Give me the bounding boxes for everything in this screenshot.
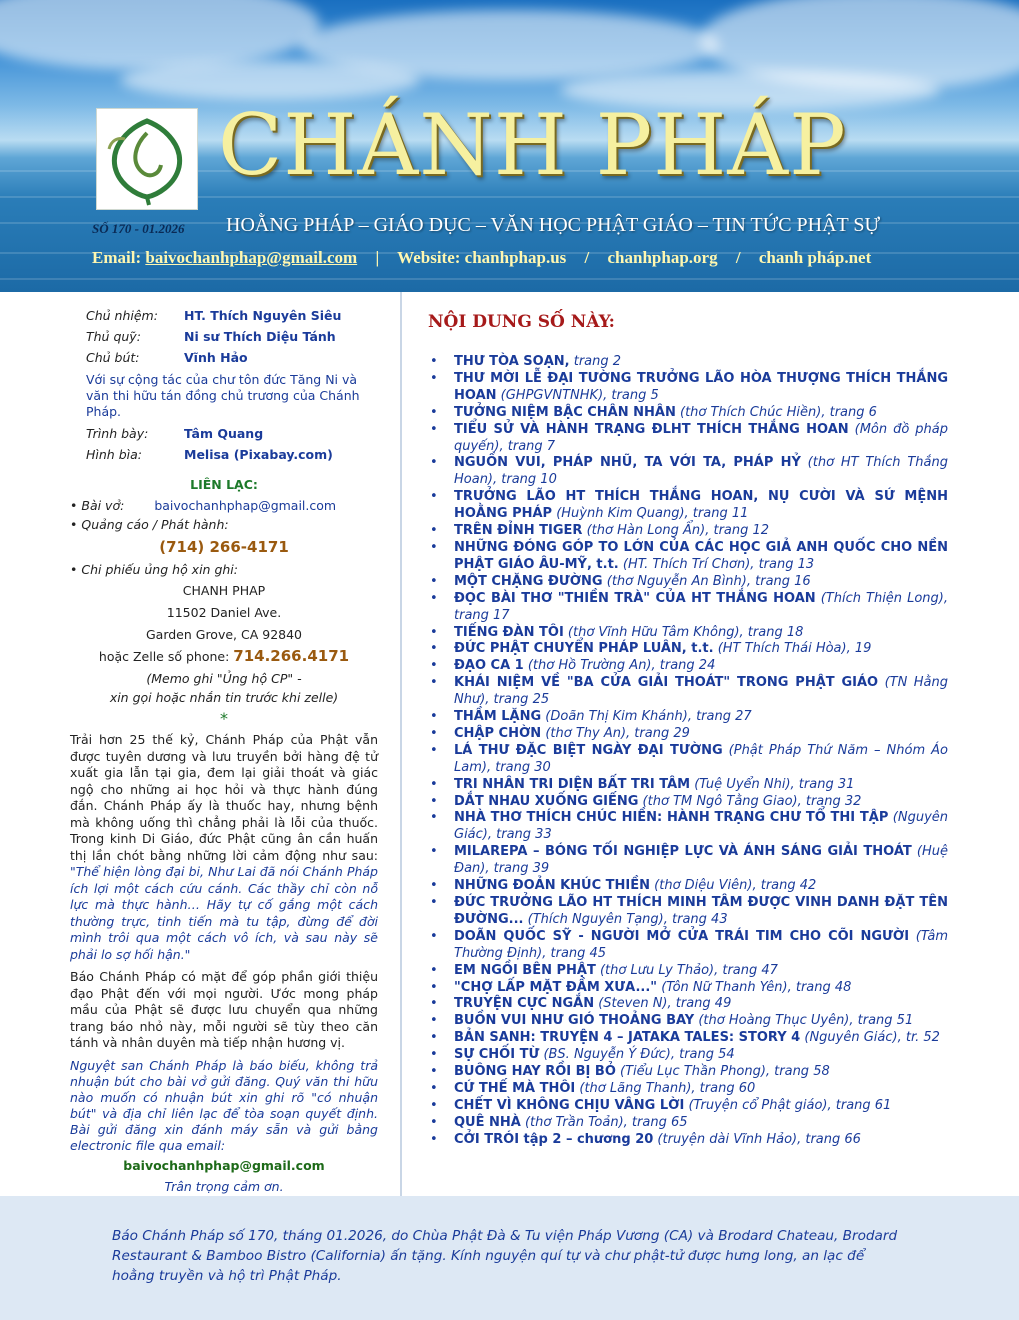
contents-item-detail: (Tuệ Uyển Nhi), trang 31 [690,776,855,792]
staff-row [86,426,378,442]
intro-quote: "Thể hiện lòng đại bi, Như Lai đã nói Chánh Pháp ích lợi một cách cứu cánh. Các thầy chỉ còn nỗ lực mà thực hành… Hãy tự cố gắng một cách thường trực, tinh tiến mà tu tập, đừng để đời mình trôi qua một cách vô ích, và sau này sẽ phải lo sợ hối hận." [70,864,378,962]
contents-item[interactable] [428,641,948,658]
contents-item-detail: (Doãn Thị Kim Khánh), trang 27 [541,709,752,725]
contents-item-detail: (Truyện cổ Phật giáo), trang 61 [684,1097,892,1113]
address-line: Garden Grove, CA 92840 [145,627,303,642]
contents-list [428,354,948,1149]
website-label: Website: [397,248,461,267]
contents-item[interactable] [428,1047,948,1064]
contents-item-title: MILAREPA – BÓNG TỐI NGHIỆP LỰC VÀ ÁNH SÁNG GIẢI THOÁT [454,844,912,860]
contents-item-title: CỞI TRÓI tập 2 – chương 20 [454,1131,654,1147]
separator: / [735,248,741,267]
contents-item-title: CHẾT VÌ KHÔNG CHỊU VÂNG LỜI [454,1097,685,1113]
contents-item-title: CHẬP CHỜN [454,725,542,741]
staff-role: Chủ bút: [86,350,140,365]
contents-item[interactable] [428,963,948,980]
intro-text: Trải hơn 25 thế kỷ, Chánh Pháp của Phật vẫn được tuyên dương và lưu truyền bởi hàng đệ tử xuất gia lẫn tại gia, đem lại giải thoát và giác ngộ cho những ai học hỏi và thực hành đúng đắn. Chánh Pháp ấy là thuốc hay, nhưng bệnh mà không uống thì chẳng phải là lỗi của thuốc. Trong kinh Di Giáo, đức Phật cũng ân cần huấn thị lần chót bằng những lời cảm động như sau: [70,732,378,863]
memo-line: (Memo ghi "Ủng hộ CP" - [146,671,302,686]
contents-column [428,312,948,1149]
contents-item[interactable] [428,980,948,997]
staff-role: Trình bày: [86,426,149,441]
contents-item-title: NHỮNG ĐÓNG GÓP TO LỚN CỦA CÁC HỌC GIẢ ANH QUỐC CHO NỀN PHẬT GIÁO ÂU-MỸ, t.t. [454,539,948,572]
memo-line: xin gọi hoặc nhắn tin trước khi zelle) [109,690,339,705]
contents-item-title: EM NGỒI BÊN PHẬT [454,962,596,978]
contents-item-title: BẢN SANH: TRUYỆN 4 – JATAKA TALES: STORY 4 [454,1030,801,1046]
contents-item-detail: (Nguyên Giác), tr. 52 [800,1030,940,1046]
contents-item-title: ĐỨC TRƯỞNG LÃO HT THÍCH MINH TÂM ĐƯỢC VINH DANH ĐẶT TÊN ĐƯỜNG... [454,895,948,927]
staff-name: Vĩnh Hảo [184,350,248,365]
intro-paragraph [70,732,378,963]
contents-item-title: DOÃN QUỐC SỸ - NGƯỜI MỞ CỬA TRÁI TIM CHO CÕI NGƯỜI [454,928,910,944]
bodhi-leaf-logo-icon [96,108,198,210]
contents-item[interactable] [428,1013,948,1030]
bai-vo-label: Bài vở: [81,498,125,513]
staff-name: Tâm Quang [184,426,264,441]
footer-text: Báo Chánh Pháp số 170, tháng 01.2026, do Chùa Phật Đà & Tu viện Pháp Vương (CA) và Brodard Chateau, Brodard Restaurant & Bamboo Bistro (California) ấn tặng. Kính nguyện quí tự và chư phật-tử được hưng long, an lạc để hoằng truyền và hộ trì Phật Pháp. [112,1228,898,1284]
contents-item-detail: (Tôn Nữ Thanh Yên), trang 48 [657,979,852,995]
contents-item-detail: (thơ Thy An), trang 29 [541,725,690,741]
zelle-line [70,647,378,666]
contents-item[interactable] [428,405,948,422]
contents-item-title: MỘT CHẶNG ĐƯỜNG [454,573,603,589]
ads-label: Quảng cáo / Phát hành: [81,517,229,532]
contents-item-title: TRI NHÂN TRI DIỆN BẤT TRI TÂM [454,776,691,792]
contents-item[interactable] [428,591,948,625]
masthead-column [70,308,378,1194]
contents-item-detail: (thơ Hồ Trường An), trang 24 [523,658,716,674]
website-link-org[interactable]: chanhphap.org [607,248,718,267]
contents-item[interactable] [428,354,948,371]
contents-item[interactable] [428,1132,948,1149]
contents-item-title: ĐỌC BÀI THƠ "THIỀN TRÀ" CỦA HT THẮNG HOAN [454,590,816,606]
contents-item-detail: (Thích Nguyên Tạng), trang 43 [523,911,728,927]
contents-item[interactable] [428,878,948,895]
staff-name: Melisa (Pixabay.com) [184,447,333,462]
contents-item-title: TRƯỞNG LÃO HT THÍCH THẮNG HOAN, NỤ CƯỜI VÀ SỨ MỆNH HOẰNG PHÁP [454,489,948,522]
star-divider: * [220,709,228,728]
contents-item-detail: (truyện dài Vĩnh Hảo), trang 66 [653,1131,861,1147]
intro-paragraph-2: Báo Chánh Pháp có mặt để góp phần giới thiệu đạo Phật đến với mọi người. Ước mong pháp mầu của Phật sẽ được lưu chuyển qua những trang báo nhỏ này, mỗi người sẽ tùy theo căn tánh và nhân duyên mà tiếp nhận hương vị. [70,969,378,1050]
address-line: 11502 Daniel Ave. [166,605,282,620]
website-link-net[interactable]: chanh pháp.net [758,248,872,267]
issue-number: SỐ 170 - 01.2026 [92,221,185,236]
contents-item-detail: (Phật Pháp Thứ Năm – Nhóm Áo Lam), trang 30 [454,742,948,775]
address-line: CHANH PHAP [182,583,266,598]
column-divider [400,292,402,1196]
staff-row [86,447,378,463]
contents-item-detail: (thơ Trần Toản), trang 65 [520,1114,688,1130]
contents-item-detail: (Thích Thiện Long), trang 17 [454,590,948,623]
bai-vo-email[interactable]: baivochanhphap@gmail.com [154,498,337,513]
contact-heading: LIÊN LẠC: [190,477,258,492]
tagline: HOẰNG PHÁP – GIÁO DỤC – VĂN HỌC PHẬT GIÁO – TIN TỨC PHẬT SỰ [226,214,881,236]
contents-item[interactable] [428,1081,948,1098]
staff-role: Hình bìa: [86,447,142,462]
contents-item[interactable] [428,895,948,929]
contents-item-detail: (thơ Vĩnh Hữu Tâm Không), trang 18 [563,624,804,640]
contents-item-title: LÁ THƯ ĐẶC BIỆT NGÀY ĐẠI TƯỜNG [454,742,723,758]
contents-item[interactable] [428,625,948,642]
contents-item-title: "CHỢ LẤP MẶT ĐẦM XƯA..." [454,979,658,995]
publication-title: CHÁNH PHÁP [218,96,847,194]
collab-note: Với sự cộng tác của chư tôn đức Tăng Ni và văn thi hữu tán đồng chủ trương của Chánh Pháp. [86,372,360,419]
staff-row [86,350,378,366]
contents-item-title: THẦM LẶNG [454,709,542,725]
header-contact-line [92,248,972,268]
contents-item[interactable] [428,794,948,811]
staff-role: Chủ nhiệm: [86,308,158,323]
thanks-line: Trân trọng cảm ơn. [164,1178,284,1194]
zelle-phone: 714.266.4171 [233,647,350,665]
contents-item-detail: (TN Hằng Như), trang 25 [454,675,948,708]
contents-item-title: NHỮNG ĐOẢN KHÚC THIỀN [454,878,651,894]
contents-item-title: BUÔNG HAY RỒI BỊ BỎ [454,1064,616,1080]
contents-item-title: TIỂU SỬ VÀ HÀNH TRẠNG ĐLHT THÍCH THẮNG HOAN [454,421,849,437]
contact-ads: • Quảng cáo / Phát hành: [70,517,229,532]
contents-item-title: THƯ MỜI LỄ ĐẠI TƯỜNG TRƯỞNG LÃO HÒA THƯỢNG THÍCH THẮNG HOAN [454,370,948,403]
contents-item-title: ĐỨC PHẬT CHUYỂN PHÁP LUÂN, t.t. [454,641,714,657]
contents-item[interactable] [428,709,948,726]
contents-item-detail: (thơ Lãng Thanh), trang 60 [575,1080,756,1096]
contents-item-detail: (Tiểu Lục Thần Phong), trang 58 [615,1064,830,1080]
contents-item-detail: (Tâm Thường Định), trang 45 [454,928,948,961]
contents-item-title: TIẾNG ĐÀN TÔI [454,624,564,640]
contents-item[interactable] [428,1030,948,1047]
contents-item-detail: (Môn đồ pháp quyến), trang 7 [454,421,949,454]
contents-item[interactable] [428,523,948,540]
contents-item[interactable] [428,810,948,844]
contents-item-title: TRÊN ĐỈNH TIGER [454,523,583,539]
contents-item-detail: (thơ Hoàng Thục Uyên), trang 51 [694,1013,914,1029]
contents-item-detail: (BS. Nguyễn Ý Đức), trang 54 [539,1047,735,1063]
contents-item-title: NGUỒN VUI, PHÁP NHŨ, TA VỚI TA, PHÁP HỶ [454,455,801,471]
contents-item-title: ĐẠO CA 1 [454,658,524,674]
contents-item-detail: (thơ Thích Chúc Hiền), trang 6 [675,404,877,420]
contents-item[interactable] [428,1098,948,1115]
website-link-us[interactable]: chanhphap.us [464,248,567,267]
contact-bai-vo: • Bài vở: baivochanhphap@gmail.com [70,498,337,513]
contents-item[interactable] [428,996,948,1013]
contents-item-title: THƯ TÒA SOẠN, [454,354,570,369]
submission-email[interactable]: baivochanhphap@gmail.com [123,1157,325,1173]
contents-item-detail: (thơ Diệu Viên), trang 42 [650,878,817,894]
contents-item-detail: (thơ Hàn Long Ẩn), trang 12 [582,523,770,539]
contents-item-title: QUÊ NHÀ [454,1114,521,1130]
email-label: Email: [92,248,142,267]
staff-row [86,308,378,324]
contents-item-detail: (Huỳnh Kim Quang), trang 11 [552,506,749,522]
contents-heading: NỘI DUNG SỐ NÀY: [428,312,615,332]
staff-name: Ni sư Thích Diệu Tánh [184,329,336,344]
submission-note: Nguyệt san Chánh Pháp là báo biếu, không trả nhuận bút cho bài vở gửi đăng. Quý văn thi hữu nào muốn có nhuận bút xin ghi rõ "có nhuận bút" và địa chỉ liên lạc để tòa soạn quyết định. Bài gửi đăng xin đánh máy sẵn và gửi bằng electronic file qua email: [70,1057,378,1153]
contents-item[interactable] [428,422,948,456]
contents-item[interactable] [428,574,948,591]
contents-item-title: TRUYỆN CỰC NGẮN [454,996,595,1012]
contents-item-title: CỨ THẾ MÀ THÔI [454,1080,576,1096]
contents-item[interactable] [428,929,948,963]
contents-item-title: DẮT NHAU XUỐNG GIẾNG [454,793,639,809]
contents-item-title: NHÀ THƠ THÍCH CHÚC HIỀN: HÀNH TRẠNG CHƯ TỔ THI TẬP [454,810,889,826]
contents-item-detail: (GHPGVNTNHK), trang 5 [496,387,659,403]
contents-item[interactable] [428,777,948,794]
contents-item-detail: (thơ TM Ngô Tằng Giao), trang 32 [638,793,862,809]
contents-item-title: TƯỞNG NIỆM BẬC CHÂN NHÂN [454,404,676,420]
contents-item-detail: (thơ HT Thích Thắng Hoan), trang 10 [454,455,948,488]
contents-item-detail: (Nguyên Giác), trang 33 [454,810,948,843]
separator: | [375,248,380,267]
contents-item-detail: (Huệ Đan), trang 39 [454,844,948,877]
contents-item[interactable] [428,1115,948,1132]
zelle-label: hoặc Zelle số phone: [98,649,230,664]
contents-item-title: BUỒN VUI NHƯ GIÓ THOẢNG BAY [454,1013,695,1029]
contents-item[interactable] [428,658,948,675]
contents-item[interactable] [428,540,948,574]
staff-name: HT. Thích Nguyên Siêu [184,308,342,323]
contents-item-detail: (thơ Lưu Ly Thảo), trang 47 [595,962,778,978]
contents-item[interactable] [428,844,948,878]
contents-item[interactable] [428,726,948,743]
contents-item-detail: (thơ Nguyễn An Bình), trang 16 [602,573,811,589]
contents-item[interactable] [428,371,948,405]
check-label: Chi phiếu ủng hộ xin ghi: [81,562,238,577]
staff-row [86,329,378,345]
contents-item-detail: trang 2 [569,354,622,369]
contents-item-title: KHÁI NIỆM VỀ "BA CỬA GIẢI THOÁT" TRONG PHẬT GIÁO [454,675,879,691]
contents-item[interactable] [428,743,948,777]
contents-item-title: SỰ CHỐI TỪ [454,1047,540,1063]
contents-item-detail: (Steven N), trang 49 [594,996,732,1012]
contact-phone: (714) 266-4171 [159,538,289,556]
header-email-link[interactable]: baivochanhphap@gmail.com [145,248,358,267]
contents-item-detail: (HT. Thích Trí Chơn), trang 13 [618,556,815,572]
contents-item-detail: (HT Thích Thái Hòa), 19 [713,641,872,657]
contents-item[interactable] [428,1064,948,1081]
contents-item[interactable] [428,455,948,489]
separator: / [584,248,590,267]
contents-item[interactable] [428,489,948,523]
contents-item[interactable] [428,675,948,709]
contact-check: • Chi phiếu ủng hộ xin ghi: [70,562,238,577]
staff-role: Thủ quỹ: [86,329,141,344]
